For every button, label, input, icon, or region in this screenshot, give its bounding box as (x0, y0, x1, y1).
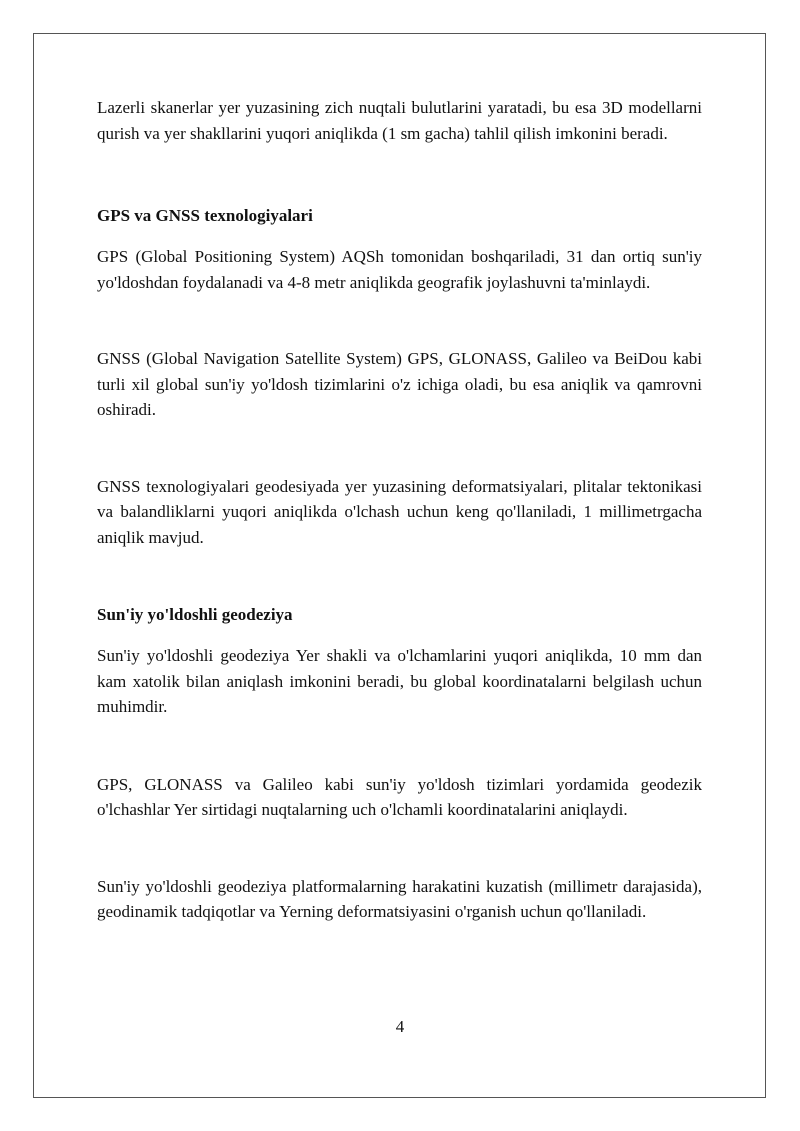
paragraph-laser-scanners: Lazerli skanerlar yer yuzasining zich nuqtali bulutlarini yaratadi, bu esa 3D modellarni qurish va yer shakllarini yuqori aniqlikda (1 sm gacha) tahlil qilish imkonini beradi. (97, 98, 702, 143)
paragraph-satellite-systems: GPS, GLONASS va Galileo kabi sun'iy yo'ldosh tizimlari yordamida geodezik o'lchashlar Yer sirtidagi nuqtalarning uch o'lchamli koordinatalarini aniqlaydi. (97, 774, 702, 819)
paragraph-satellite-geodesy-applications: Sun'iy yo'ldoshli geodeziya platformalarning harakatini kuzatish (millimetr darajasida), geodinamik tadqiqotlar va Yerning deformatsiyasini o'rganish uchun qo'llaniladi. (97, 876, 702, 921)
section-heading-satellite-geodesy: Sun'iy yo'ldoshli geodeziya (97, 605, 293, 624)
paragraph-gnss: GNSS (Global Navigation Satellite System) GPS, GLONASS, Galileo va BeiDou kabi turli xil global sun'iy yo'ldosh tizimlarini o'z ichiga oladi, bu esa aniqlik va qamrovni oshiradi. (97, 349, 702, 419)
section-heading-gps-gnss: GPS va GNSS texnologiyalari (97, 206, 313, 225)
paragraph-satellite-geodesy-accuracy: Sun'iy yo'ldoshli geodeziya Yer shakli va o'lchamlarini yuqori aniqlikda, 10 mm dan kam xatolik bilan aniqlash imkonini beradi, bu global koordinatalarni belgilash uchun muhimdir. (97, 646, 702, 716)
paragraph-gnss-geodesy: GNSS texnologiyalari geodesiyada yer yuzasining deformatsiyalari, plitalar tektonikasi va balandliklarni yuqori aniqlikda o'lchash uchun keng qo'llaniladi, 1 millimetrgacha aniqlik mavjud. (97, 476, 702, 547)
page-content (97, 95, 702, 925)
page-number: 4 (395, 1017, 405, 1036)
paragraph-gps: GPS (Global Positioning System) AQSh tomonidan boshqariladi, 31 dan ortiq sun'iy yo'ldoshdan foydalanadi va 4-8 metr aniqlikda geografik joylashuvni ta'minlaydi. (97, 247, 702, 292)
